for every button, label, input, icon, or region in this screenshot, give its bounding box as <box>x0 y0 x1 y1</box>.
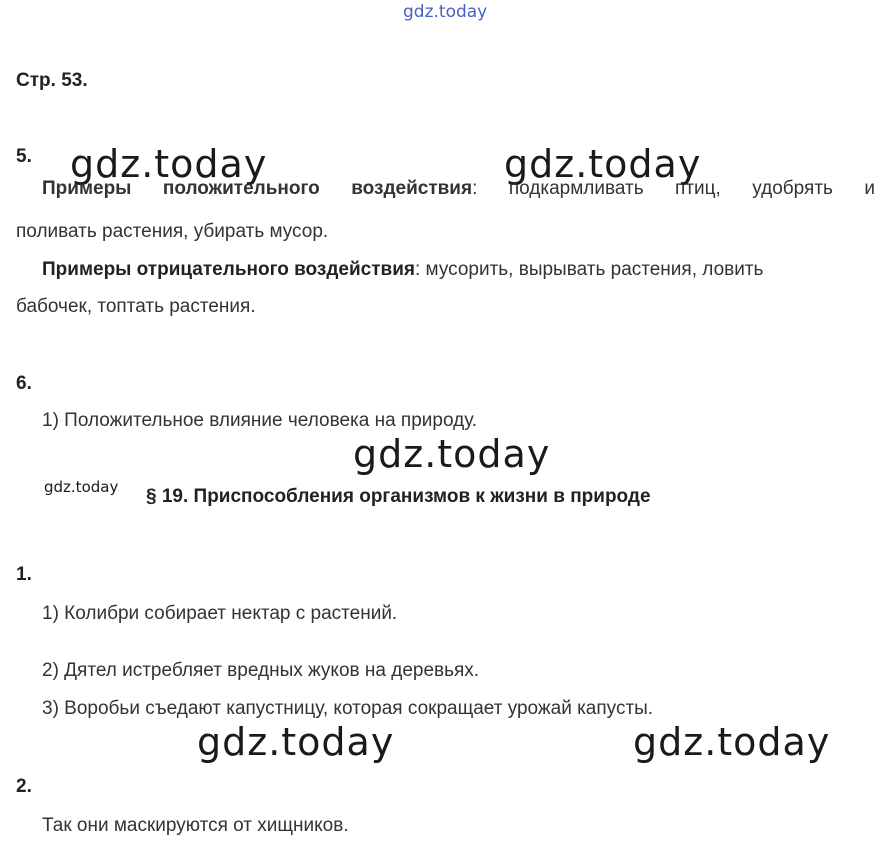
watermark-small: gdz.today <box>44 478 119 496</box>
q5-positive-line1 <box>42 178 875 200</box>
q5-negative-line1 <box>42 251 763 288</box>
q5-negative-label: Примеры отрицательного воздействия <box>42 259 415 280</box>
s2-answer: Так они маскируются от хищников. <box>42 815 349 836</box>
s1-item-1: 1) Колибри собирает нектар с растений. <box>42 603 398 624</box>
watermark-big-4: gdz.today <box>197 720 395 764</box>
watermark-big-3: gdz.today <box>353 432 551 476</box>
section-question-1-number: 1. <box>16 564 32 585</box>
watermark-big-1: gdz.today <box>70 142 268 186</box>
q5-positive-text-1: : подкармливать птиц, удобрять и <box>472 178 875 199</box>
question-5-number: 5. <box>16 146 32 167</box>
q5-negative-text-1: : мусорить, вырывать растения, ловить <box>415 259 764 280</box>
section-title: § 19. Приспособления организмов к жизни в природе <box>146 486 651 507</box>
watermark-big-2: gdz.today <box>504 142 702 186</box>
watermark-big-5: gdz.today <box>633 720 831 764</box>
s1-item-3: 3) Воробьи съедают капустницу, которая сокращает урожай капусты. <box>42 698 654 719</box>
q5-positive-line2: поливать растения, убирать мусор. <box>16 221 329 242</box>
q6-answer: 1) Положительное влияние человека на природу. <box>42 410 478 431</box>
question-6-number: 6. <box>16 373 32 394</box>
s1-item-2: 2) Дятел истребляет вредных жуков на деревьях. <box>42 660 480 681</box>
section-question-2-number: 2. <box>16 776 32 797</box>
q5-negative-line2: бабочек, топтать растения. <box>16 296 256 317</box>
q5-positive-label: Примеры положительного воздействия <box>42 178 473 199</box>
page-label: Стр. 53. <box>16 70 88 91</box>
watermark-top: gdz.today <box>403 2 488 22</box>
